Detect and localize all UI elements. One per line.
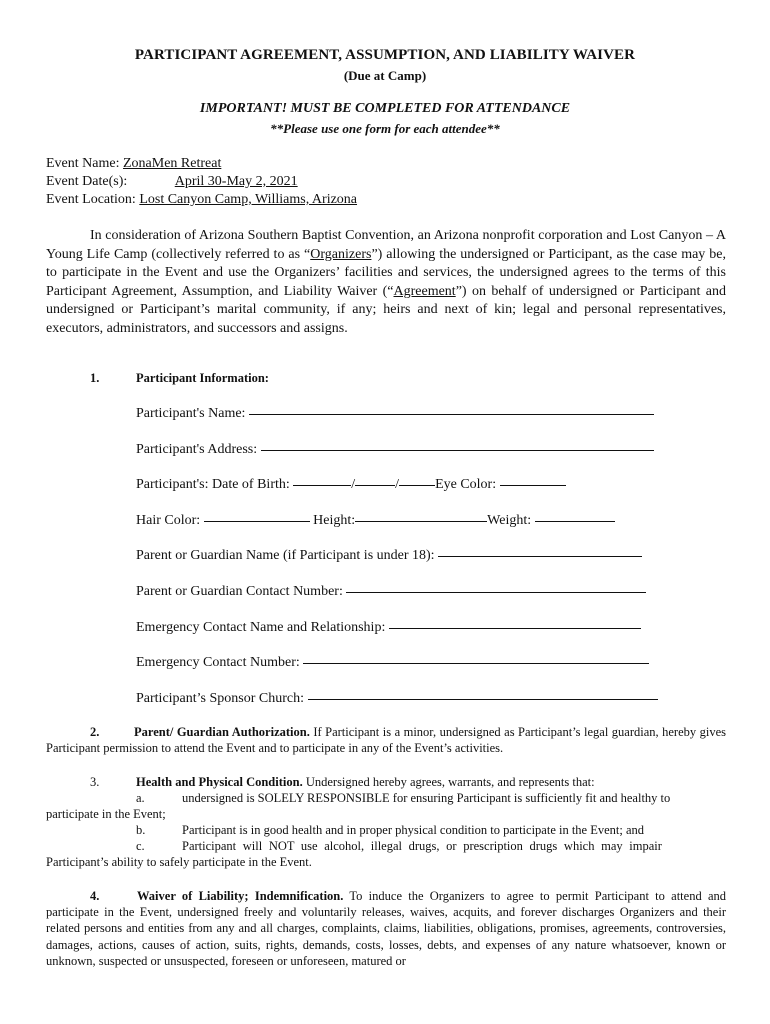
section1-heading: Participant Information: bbox=[136, 371, 269, 385]
item-b-text: Participant is in good health and in proper physical condition to participate in the Event; and bbox=[182, 823, 645, 837]
event-name-value: ZonaMen Retreat bbox=[122, 156, 222, 171]
section2-number: 2. bbox=[90, 725, 100, 739]
document-title: PARTICIPANT AGREEMENT, ASSUMPTION, AND LIABILITY WAIVER bbox=[134, 47, 636, 63]
guardian-contact-blank[interactable] bbox=[346, 580, 646, 593]
item-a-continued: participate in the Event; bbox=[46, 807, 166, 821]
section2-heading: Parent/ Guardian Authorization. bbox=[134, 725, 310, 739]
event-name-label: Event Name: bbox=[46, 156, 120, 171]
emergency-number-field[interactable]: Emergency Contact Number: bbox=[136, 653, 649, 671]
hair-height-weight-field[interactable]: Hair Color: Height: Weight: bbox=[136, 511, 615, 529]
emergency-number-blank[interactable] bbox=[303, 651, 649, 664]
hair-color-blank[interactable] bbox=[204, 509, 310, 522]
item-a-text: undersigned is SOLELY RESPONSIBLE for ensuring Participant is sufficiently fit and healthy to bbox=[182, 791, 671, 805]
important-notice: IMPORTANT! MUST BE COMPLETED FOR ATTENDANCE bbox=[199, 101, 571, 116]
item-c-letter: c. bbox=[136, 839, 145, 853]
participant-name-field[interactable]: Participant's Name: bbox=[136, 404, 654, 422]
event-date-line bbox=[46, 174, 401, 190]
item-c-text: Participant will NOT use alcohol, illegal drugs, or prescription drugs which may impair bbox=[182, 839, 662, 853]
weight-blank[interactable] bbox=[535, 509, 615, 522]
emergency-contact-field[interactable]: Emergency Contact Name and Relationship: bbox=[136, 618, 641, 636]
dob-eye-field[interactable]: Participant's: Date of Birth: / / Eye Color: bbox=[136, 475, 566, 493]
event-name-line bbox=[46, 156, 221, 172]
sponsor-church-blank[interactable] bbox=[308, 687, 658, 700]
organizers-term: Organizers bbox=[310, 246, 372, 262]
participant-name-blank[interactable] bbox=[249, 402, 654, 415]
event-date-value: April 30-May 2, 2021 bbox=[174, 174, 298, 189]
dob-day-blank[interactable] bbox=[355, 473, 395, 486]
section2-paragraph: 2. Parent/ Guardian Authorization. If Participant is a minor, undersigned as Participant’s legal guardian, hereby gives Participant permission to attend the Event and to participate in any of the Event’s activities. bbox=[46, 725, 726, 756]
event-date-label: Event Date(s): bbox=[46, 174, 128, 189]
intro-paragraph: In consideration of Arizona Southern Baptist Convention, an Arizona nonprofit corporation and Lost Canyon – A Young Life Camp (collectively referred to as “Organizers”) allowing the undersigned or Participant, as the case may be, to participate in the Event and use the Organizers’ facilities and services, the undersigned agrees to the terms of this Participant Agreement, Assumption, and Liability Waiver (“Agreement”) on behalf of undersigned or Participant and undersigned or Participant’s marital community, if any; heirs and next of kin; legal and personal representatives, executors, administrators, and successors and assigns. bbox=[46, 228, 726, 336]
section3-number: 3. bbox=[90, 775, 100, 789]
section4-heading: Waiver of Liability; Indemnification. bbox=[137, 889, 344, 903]
item-c-continued: Participant’s ability to safely participate in the Event. bbox=[46, 855, 312, 869]
agreement-term: Agreement bbox=[393, 283, 456, 299]
eye-color-blank[interactable] bbox=[500, 473, 566, 486]
participant-address-field[interactable]: Participant's Address: bbox=[136, 440, 654, 458]
event-location-line bbox=[46, 192, 357, 208]
section3-heading: Health and Physical Condition. bbox=[136, 775, 303, 789]
height-blank[interactable] bbox=[355, 509, 487, 522]
section4-number: 4. bbox=[90, 889, 100, 903]
section4-paragraph: 4. Waiver of Liability; Indemnification. To induce the Organizers to agree to permit Participant to attend and participate in the Event, undersigned freely and voluntarily releases, waives, acquits, and forever discharges Organizers and their related persons and entities from any and all charges, complaints, claims, liabilities, obligations, promises, agreements, controversies, damages, actions, causes of action, suits, rights, demands, costs, losses, debts, and expenses of any nature whatsoever, known or unknown, suspected or unsuspected, foreseen or unforeseen, matured or bbox=[46, 889, 727, 968]
participant-address-blank[interactable] bbox=[261, 438, 654, 451]
item-a-letter: a. bbox=[136, 791, 145, 805]
item-b-letter: b. bbox=[136, 823, 146, 837]
dob-year-blank[interactable] bbox=[399, 473, 435, 486]
section3-lead: Health and Physical Condition. Undersigned hereby agrees, warrants, and represents that: bbox=[136, 775, 595, 789]
guardian-contact-field[interactable]: Parent or Guardian Contact Number: bbox=[136, 582, 646, 600]
document-subtitle: (Due at Camp) bbox=[343, 68, 427, 83]
event-location-value: Lost Canyon Camp, Williams, Arizona bbox=[139, 192, 358, 207]
guardian-name-blank[interactable] bbox=[438, 544, 642, 557]
guardian-name-field[interactable]: Parent or Guardian Name (if Participant is under 18): bbox=[136, 546, 642, 564]
emergency-contact-blank[interactable] bbox=[389, 616, 641, 629]
one-form-note: **Please use one form for each attendee** bbox=[270, 121, 500, 136]
dob-month-blank[interactable] bbox=[293, 473, 351, 486]
section1-number: 1. bbox=[90, 371, 100, 385]
event-location-label: Event Location: bbox=[46, 192, 136, 207]
sponsor-church-field[interactable]: Participant’s Sponsor Church: bbox=[136, 689, 658, 707]
